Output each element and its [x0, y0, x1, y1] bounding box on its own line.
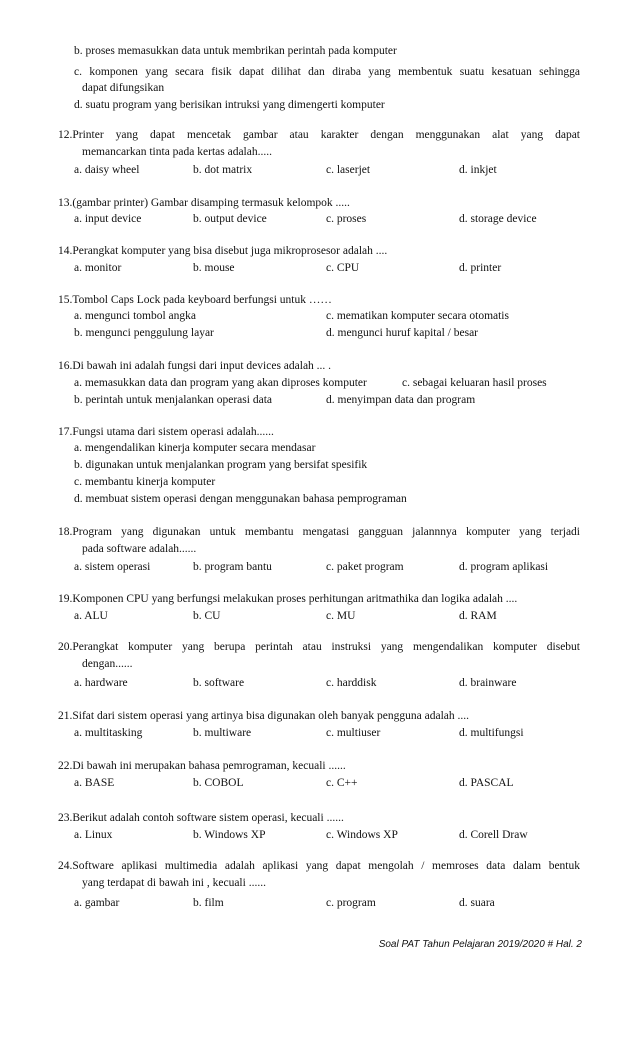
answer-option: c. mematikan komputer secara otomatis — [326, 310, 509, 322]
answer-option: c. paket program — [326, 561, 404, 573]
answer-option: b. program bantu — [193, 561, 272, 573]
question-stem: 13.(gambar printer) Gambar disamping termasuk kelompok ..... — [58, 197, 350, 209]
answer-option: a. memasukkan data dan program yang akan diproses komputer — [74, 377, 367, 389]
answer-option: a. daisy wheel — [74, 164, 140, 176]
answer-option: b. Windows XP — [193, 829, 266, 841]
question-stem: memancarkan tinta pada kertas adalah..... — [82, 146, 272, 158]
option-line: dapat difungsikan — [82, 82, 165, 94]
answer-option: c. MU — [326, 610, 356, 622]
answer-option: b. CU — [193, 610, 221, 622]
question-stem: 14.Perangkat komputer yang bisa disebut juga mikroprosesor adalah .... — [58, 245, 388, 257]
question-stem: 19.Komponen CPU yang berfungsi melakukan proses perhitungan aritmathika dan logika adalah .... — [58, 593, 518, 605]
answer-option: a. hardware — [74, 677, 128, 689]
answer-option: a. sistem operasi — [74, 561, 151, 573]
answer-option: d. suara — [459, 897, 495, 909]
answer-option: a. multitasking — [74, 727, 143, 739]
answer-option: b. mengunci penggulung layar — [74, 327, 214, 339]
answer-option: a. input device — [74, 213, 142, 225]
question-stem: 23.Berikut adalah contoh software sistem operasi, kecuali ...... — [58, 812, 344, 824]
answer-option: d. program aplikasi — [459, 561, 549, 573]
question-stem: 22.Di bawah ini merupakan bahasa pemrograman, kecuali ...... — [58, 760, 346, 772]
question-stem: 12.Printer yang dapat mencetak gambar atau karakter dengan menggunakan alat yang dapat — [58, 129, 580, 141]
option-line: c. komponen yang secara fisik dapat dilihat dan diraba yang membentuk suatu kesatuan sehingga — [74, 66, 580, 78]
answer-option: b. multiware — [193, 727, 252, 739]
answer-option: c. multiuser — [326, 727, 381, 739]
answer-option: b. software — [193, 677, 245, 689]
answer-option: c. Windows XP — [326, 829, 398, 841]
answer-option: d. menyimpan data dan program — [326, 394, 476, 406]
answer-option: c. proses — [326, 213, 367, 225]
answer-option: d. RAM — [459, 610, 497, 622]
question-stem: pada software adalah...... — [82, 543, 197, 555]
page-footer: Soal PAT Tahun Pelajaran 2019/2020 # Hal. 2 — [378, 939, 582, 950]
answer-option: d. printer — [459, 262, 502, 274]
question-stem: dengan...... — [82, 658, 133, 670]
question-stem: 24.Software aplikasi multimedia adalah aplikasi yang dapat mengolah / memroses data dalam bentuk — [58, 860, 580, 872]
question-stem: 21.Sifat dari sistem operasi yang artinya bisa digunakan oleh banyak pengguna adalah .... — [58, 710, 470, 722]
answer-option: c. program — [326, 897, 376, 909]
answer-option: a. Linux — [74, 829, 113, 841]
answer-option: a. ALU — [74, 610, 108, 622]
answer-option: d. membuat sistem operasi dengan menggunakan bahasa pemprograman — [74, 493, 407, 505]
answer-option: b. COBOL — [193, 777, 244, 789]
option-line: b. proses memasukkan data untuk membrikan perintah pada komputer — [74, 45, 397, 57]
question-stem: 16.Di bawah ini adalah fungsi dari input devices adalah ... . — [58, 360, 332, 372]
question-stem: 20.Perangkat komputer yang berupa perintah atau instruksi yang mengendalikan komputer disebut — [58, 641, 580, 653]
question-stem: 17.Fungsi utama dari sistem operasi adalah...... — [58, 426, 274, 438]
answer-option: c. membantu kinerja komputer — [74, 476, 216, 488]
answer-option: c. sebagai keluaran hasil proses — [402, 377, 547, 389]
answer-option: b. digunakan untuk menjalankan program yang bersifat spesifik — [74, 459, 368, 471]
answer-option: b. output device — [193, 213, 267, 225]
answer-option: d. inkjet — [459, 164, 497, 176]
answer-option: a. mengendalikan kinerja komputer secara mendasar — [74, 442, 316, 454]
answer-option: c. CPU — [326, 262, 360, 274]
answer-option: c. C++ — [326, 777, 358, 789]
answer-option: b. dot matrix — [193, 164, 253, 176]
answer-option: d. mengunci huruf kapital / besar — [326, 327, 479, 339]
question-stem: 18.Program yang digunakan untuk membantu mengatasi gangguan jalannnya komputer yang terjadi — [58, 526, 580, 538]
answer-option: c. laserjet — [326, 164, 371, 176]
answer-option: a. mengunci tombol angka — [74, 310, 196, 322]
answer-option: b. film — [193, 897, 224, 909]
answer-option: d. storage device — [459, 213, 537, 225]
answer-option: a. BASE — [74, 777, 115, 789]
answer-option: d. brainware — [459, 677, 517, 689]
answer-option: d. multifungsi — [459, 727, 524, 739]
answer-option: b. perintah untuk menjalankan operasi data — [74, 394, 272, 406]
answer-option: b. mouse — [193, 262, 235, 274]
answer-option: a. monitor — [74, 262, 122, 274]
question-stem: yang terdapat di bawah ini , kecuali ...... — [82, 877, 266, 889]
answer-option: d. PASCAL — [459, 777, 514, 789]
option-line: d. suatu program yang berisikan intruksi yang dimengerti komputer — [74, 99, 385, 111]
answer-option: d. Corell Draw — [459, 829, 528, 841]
answer-option: c. harddisk — [326, 677, 377, 689]
question-stem: 15.Tombol Caps Lock pada keyboard berfungsi untuk …… — [58, 294, 332, 306]
answer-option: a. gambar — [74, 897, 120, 909]
